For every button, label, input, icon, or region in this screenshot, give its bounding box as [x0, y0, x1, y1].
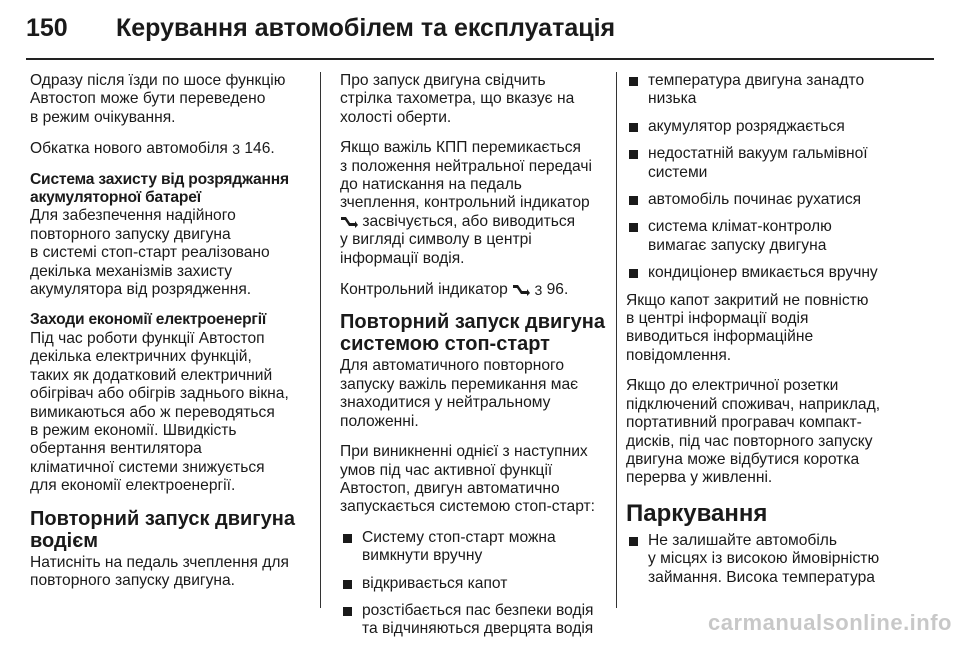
list-item: розстібається пас безпеки водія та відчиняються дверцята водія: [340, 602, 608, 639]
paragraph: Для автоматичного повторного запуску важіль перемикання має знаходитися у нейтральному положенні.: [340, 357, 579, 430]
column-divider: [320, 72, 321, 608]
column-1: [30, 72, 310, 602]
autostop-indicator-icon: [512, 282, 530, 296]
list-item: акумулятор розряджається: [626, 118, 916, 136]
section-heading: Повторний запуск двигуна системою стоп-старт: [340, 311, 605, 356]
list-item: кондиціонер вмикається вручну: [626, 264, 916, 282]
paragraph: Під час роботи функції Автостоп декілька електричних функцій, таких як додатковий електричний обігрівач або обігрів заднього вікна, вимикаються або ж переводяться в режим економії. Швидкість обертання вентилятора кліматичної системи знижується для економії електроенергії.: [30, 329, 289, 495]
list-item: система клімат-контролю вимагає запуску двигуна: [626, 218, 916, 255]
column-divider: [616, 72, 617, 608]
header-rule: [26, 58, 934, 60]
paragraph: При виникненні однієї з наступних умов під час активної функції Автостоп, двигун автоматично запускається системою стоп-старт:: [340, 443, 595, 516]
paragraph: Одразу після їзди по шосе функцію Автостоп може бути переведено в режим очікування.: [30, 72, 286, 126]
bullet-list: [626, 72, 916, 283]
reference-link[interactable]: 146.: [244, 140, 275, 158]
page-header: [26, 4, 934, 52]
section-heading: Заходи економії електроенергії: [30, 311, 267, 329]
section-heading: Паркування: [626, 499, 768, 527]
list-item: відкривається капот: [340, 575, 608, 593]
bullet-list: [340, 529, 608, 639]
paragraph-with-reference: Обкатка нового автомобіля 3 146.: [30, 140, 275, 158]
reference-link[interactable]: 96.: [546, 281, 569, 299]
list-item: автомобіль починає рухатися: [626, 191, 916, 209]
watermark: carmanualsonline.info: [708, 610, 952, 635]
section-heading: Система захисту від розряджання акумуляторної батареї: [30, 170, 289, 207]
column-2: [340, 72, 608, 648]
paragraph: Натисніть на педаль зчеплення для повторного запуску двигуна.: [30, 553, 289, 589]
paragraph: Якщо капот закритий не повністю в центрі інформації водія виводиться інформаційне повідомлення.: [626, 291, 869, 364]
paragraph: Для забезпечення надійного повторного запуску двигуна в системі стоп-старт реалізовано декілька механізмів захисту акумулятора від розрядження.: [30, 207, 270, 299]
paragraph: Якщо до електричної розетки підключений споживач, наприклад, портативний програвач компакт- дисків, під час повторного запуску двигуна може відбутися коротка перерва у живленні.: [626, 377, 881, 487]
paragraph-with-indicator: Якщо важіль КПП перемикається з положення нейтральної передачі до натискання на педаль зчеплення, контрольний індикатор засвічується, або виводиться у вигляді символу в центрі інформації водія.: [340, 139, 592, 267]
page-number: 150: [26, 14, 68, 42]
page-reference-icon: 3: [232, 141, 241, 158]
list-item: Систему стоп-старт можна вимкнути вручну: [340, 529, 608, 566]
paragraph-with-reference: Контрольний індикатор 3 96.: [340, 281, 569, 299]
column-3: [626, 72, 916, 596]
page-title: Керування автомобілем та експлуатація: [116, 14, 616, 42]
bullet-list: [626, 532, 916, 587]
section-heading: Повторний запуск двигуна водієм: [30, 507, 295, 552]
page-reference-icon: 3: [534, 282, 543, 299]
list-item: недостатній вакуум гальмівної системи: [626, 145, 916, 182]
autostop-indicator-icon: [340, 214, 358, 228]
list-item: температура двигуна занадто низька: [626, 72, 916, 109]
list-item: Не залишайте автомобіль у місцях із високою ймовірністю займання. Висока температура: [626, 532, 916, 587]
paragraph: Про запуск двигуна свідчить стрілка тахометра, що вказує на холості оберти.: [340, 72, 575, 126]
